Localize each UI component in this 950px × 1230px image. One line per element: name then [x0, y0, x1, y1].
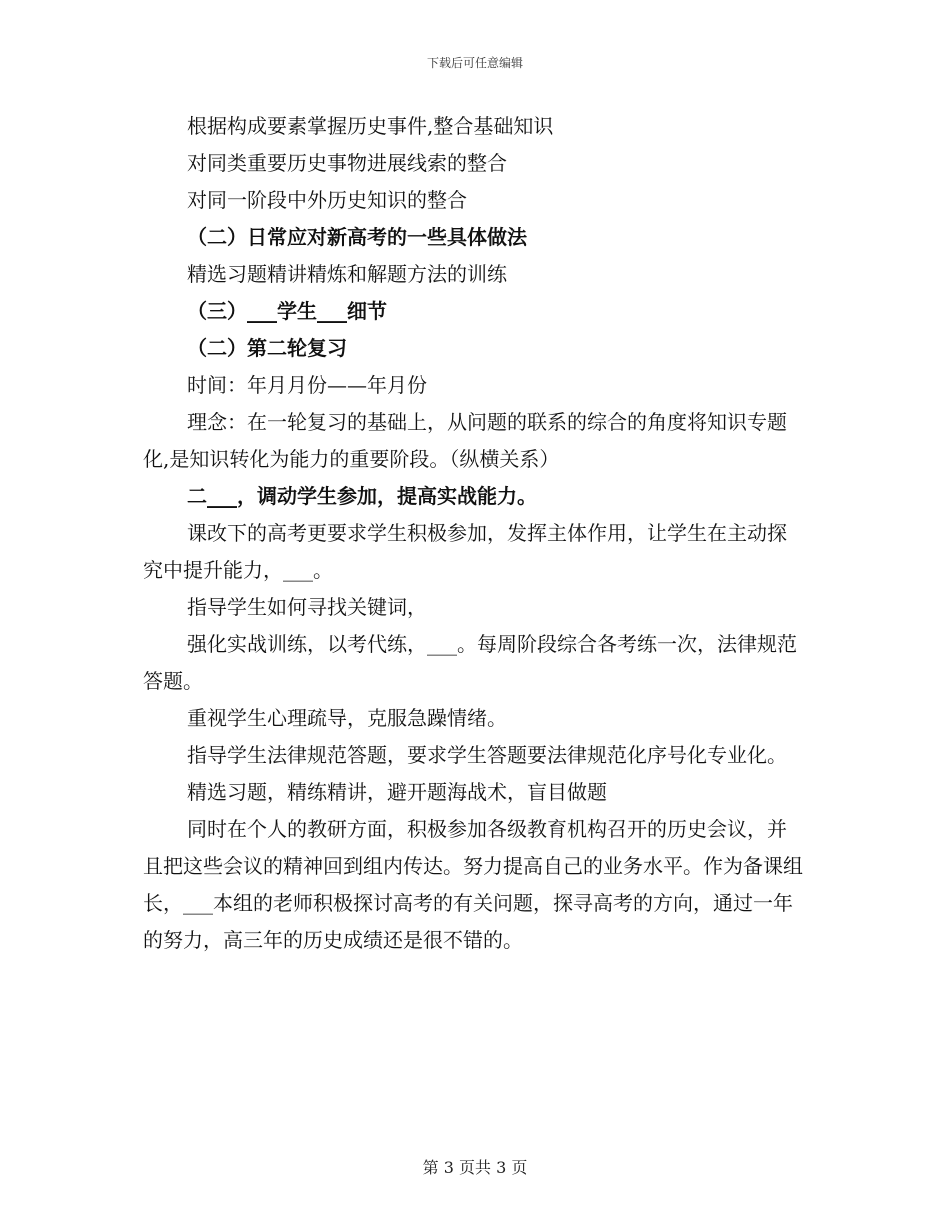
- page-header: 下载后可任意编辑: [426, 56, 523, 70]
- paragraph-teaching-research: 同时在个人的教研方面，积极参加各级教育机构召开的历史会议，并且把这些会议的精神回到组内传达。努力提高自己的业务水平。作为备课组长，___本组的老师积极探讨高考的有关问题，探寻高考的方向，通过一年的努力，高三年的历史成绩还是很不错的。: [143, 817, 803, 952]
- heading-mobilize-students: 二___，调动学生参加，提高实战能力。: [187, 484, 537, 508]
- heading-student-details: （三）___学生___细节: [187, 299, 387, 323]
- paragraph-exercise-training: 精选习题精讲精炼和解题方法的训练: [187, 262, 507, 286]
- heading-second-review: （二）第二轮复习: [187, 336, 347, 360]
- page-footer: 第 3 页共 3 页: [422, 1158, 528, 1177]
- paragraph-practice-training: 强化实战训练，以考代练，___。每周阶段综合各考练一次，法律规范答题。: [143, 632, 797, 693]
- paragraph-integrate-basics: 根据构成要素掌握历史事件,整合基础知识: [187, 114, 554, 138]
- document-body: [143, 108, 805, 959]
- paragraph-integrate-stage: 对同一阶段中外历史知识的整合: [187, 188, 467, 212]
- paragraph-curriculum-reform: 课改下的高考更要求学生积极参加，发挥主体作用，让学生在主动探究中提升能力，___。: [143, 521, 787, 582]
- paragraph-standard-answers: 指导学生法律规范答题，要求学生答题要法律规范化序号化专业化。: [187, 743, 787, 767]
- paragraph-integrate-clues: 对同类重要历史事物进展线索的整合: [187, 151, 507, 175]
- heading-daily-methods: （二）日常应对新高考的一些具体做法: [187, 225, 527, 249]
- paragraph-selected-exercises: 精选习题，精练精讲，避开题海战术，盲目做题: [187, 780, 607, 804]
- paragraph-time: 时间：年月月份——年月份: [187, 373, 427, 397]
- paragraph-psychology: 重视学生心理疏导，克服急躁情绪。: [187, 706, 507, 730]
- paragraph-concept: 理念：在一轮复习的基础上，从问题的联系的综合的角度将知识专题化,是知识转化为能力的重要阶段。（纵横关系）: [143, 410, 787, 471]
- paragraph-keywords: 指导学生如何寻找关键词，: [187, 595, 427, 619]
